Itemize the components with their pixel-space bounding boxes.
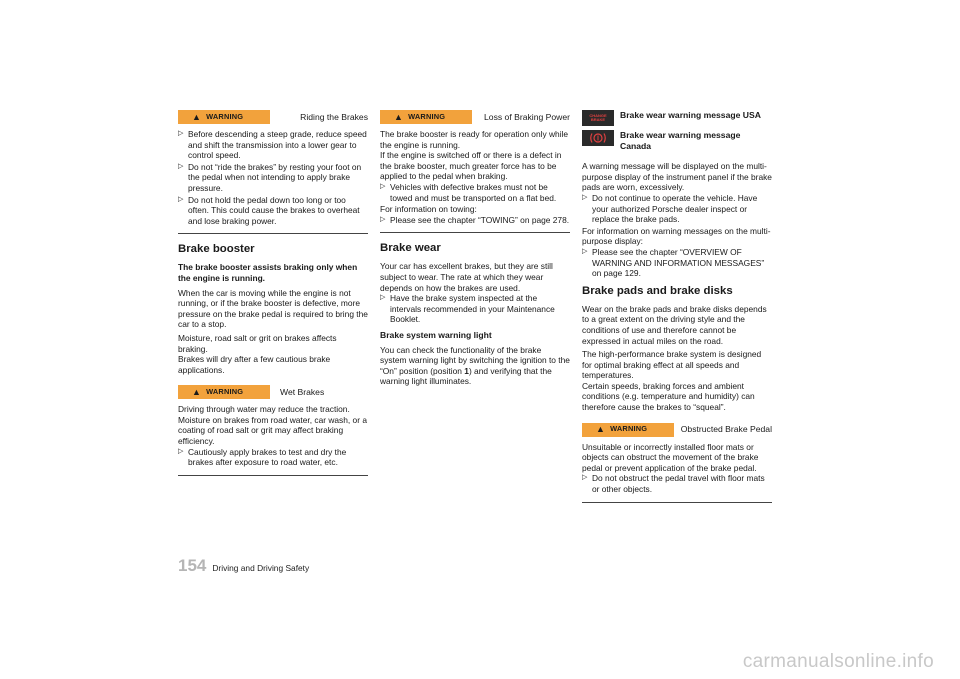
paragraph: Driving through water may reduce the traction.	[178, 404, 350, 415]
paragraph: You can check the functionality of the brake system warning light by switching the ignition to the “On” position (position 1) and verifying that the warning light illuminates.	[380, 344, 570, 387]
divider	[582, 502, 772, 503]
change-brake-icon: CHANGE BRAKE	[582, 110, 614, 126]
heading-brake-booster: Brake booster	[178, 243, 255, 256]
bullet-item: ▷ Vehicles with defective brakes must not be towed and must be transported on a flat bed.	[380, 181, 557, 203]
watermark: carmanualsonline.info	[742, 651, 934, 672]
bullet-item: ▷ Do not continue to operate the vehicle. Have your authorized Porsche dealer inspect or replace the brake pads.	[582, 192, 758, 225]
bullet-arrow-icon: ▷	[582, 247, 588, 255]
bullet-item: ▷ Do not obstruct the pedal travel with floor mats or other objects.	[582, 473, 765, 495]
heading-warning-light: Brake system warning light	[380, 329, 492, 340]
paragraph: Unsuitable or incorrectly installed floor mats or objects can obstruct the movement of the brake pedal or prevent application of the brake pedal.	[582, 441, 759, 473]
warning-label: WARNING	[206, 386, 244, 396]
bullet-arrow-icon: ▷	[380, 215, 386, 223]
message-usa	[582, 110, 772, 126]
warning-triangle-icon: ▲	[394, 111, 404, 122]
bullet-arrow-icon: ▷	[178, 130, 184, 137]
warning-triangle-icon: ▲	[192, 386, 202, 397]
paragraph: Your car has excellent brakes, but they are still subject to wear. The rate at which they wear depends on how the brakes are used.	[380, 261, 553, 293]
warning-triangle-icon: ▲	[596, 424, 606, 435]
message-canada	[582, 130, 772, 151]
message-label: Brake wear warning message USA	[620, 110, 761, 120]
paragraph: Moisture, road salt or grit on brakes affects braking.	[178, 332, 337, 354]
column-middle	[380, 110, 570, 390]
paragraph: Certain speeds, braking forces and ambient conditions (e.g. temperature and humidity) can therefore cause the brakes to “squeal”.	[582, 380, 755, 413]
bullet-arrow-icon: ▷	[380, 294, 386, 302]
bullet-arrow-icon: ▷	[582, 474, 588, 482]
divider	[178, 233, 368, 234]
paragraph: Moisture on brakes from road water, car wash, or a coating of road salt or grit may affect braking efficiency.	[178, 414, 367, 447]
bullet-item: ▷ Please see the chapter “OVERVIEW OF WARNING AND INFORMATION MESSAGES” on page 129.	[582, 246, 765, 279]
paragraph: Brakes will dry after a few cautious brake applications.	[178, 354, 331, 375]
paragraph: Wear on the brake pads and brake disks depends to a great extent on the driving style and the conditions of use and therefore cannot be expressed in actual miles on the road.	[582, 303, 767, 346]
paragraph: For information on warning messages on the multi-purpose display:	[582, 225, 771, 247]
warning-title: Riding the Brakes	[300, 111, 368, 122]
divider	[178, 475, 368, 476]
paragraph: For information on towing:	[380, 204, 477, 215]
bullet-item: ▷ Please see the chapter “TOWING” on page 278.	[380, 214, 570, 225]
brake-wear-icon	[582, 130, 614, 146]
heading-brake-pads: Brake pads and brake disks	[582, 284, 733, 297]
section-title: Driving and Driving Safety	[212, 563, 310, 573]
column-right	[582, 110, 772, 512]
warning-label: WARNING	[610, 424, 648, 434]
warning-loss-braking	[380, 110, 570, 124]
warning-badge	[178, 110, 270, 124]
warning-badge	[178, 385, 270, 399]
warning-badge	[582, 423, 674, 437]
bullet-arrow-icon: ▷	[178, 447, 184, 455]
warning-label: WARNING	[206, 111, 244, 121]
message-label: Brake wear warning message Canada	[620, 130, 741, 151]
bullet-item: ▷ Do not “ride the brakes” by resting your foot on the pedal when not intending to apply brake pressure.	[178, 161, 362, 193]
bullet-item: ▷ Before descending a steep grade, reduce speed and shift the transmission into a lower gear to control speed.	[178, 129, 367, 161]
warning-badge	[380, 110, 472, 124]
warning-title: Loss of Braking Power	[484, 111, 570, 122]
bullet-arrow-icon: ▷	[178, 162, 184, 170]
bullet-arrow-icon: ▷	[380, 182, 386, 190]
paragraph: A warning message will be displayed on the multi-purpose display of the instrument panel if the brake pads are worn, excessively.	[582, 161, 772, 193]
warning-riding-brakes	[178, 110, 368, 124]
paragraph: If the engine is switched off or there is a defect in the brake booster, much greater force has to be applied to the pedal when braking.	[380, 150, 562, 182]
warning-wet-brakes	[178, 385, 368, 399]
page-number: 154	[178, 556, 207, 575]
bullet-arrow-icon: ▷	[582, 193, 588, 201]
bullet-item: ▷ Cautiously apply brakes to test and dry the brakes after exposure to road water, etc.	[178, 446, 347, 468]
heading-brake-wear: Brake wear	[380, 242, 441, 255]
paragraph: The high-performance brake system is designed for optimal braking effect at all speeds and temperatures.	[582, 349, 762, 381]
divider	[380, 232, 570, 233]
paragraph: When the car is moving while the engine is not running, or if the brake booster is defective, more pressure on the brake pedal is required to bring the car to a stop.	[178, 287, 368, 330]
warning-triangle-icon: ▲	[192, 111, 202, 122]
paragraph: The brake booster is ready for operation only while the engine is running.	[380, 129, 569, 150]
bullet-item: ▷ Have the brake system inspected at the intervals recommended in your Maintenance Booklet.	[380, 293, 555, 325]
warning-title: Wet Brakes	[280, 386, 325, 397]
warning-title: Obstructed Brake Pedal	[680, 424, 772, 435]
warning-label: WARNING	[408, 111, 446, 121]
page-footer	[178, 556, 309, 576]
bullet-arrow-icon: ▷	[178, 195, 184, 203]
lead-text: The brake booster assists braking only when the engine is running.	[178, 262, 358, 283]
warning-obstructed-pedal	[582, 423, 772, 437]
column-left	[178, 110, 368, 485]
bullet-item: ▷ Do not hold the pedal down too long or too often. This could cause the brakes to overheat and lose braking power.	[178, 194, 360, 226]
